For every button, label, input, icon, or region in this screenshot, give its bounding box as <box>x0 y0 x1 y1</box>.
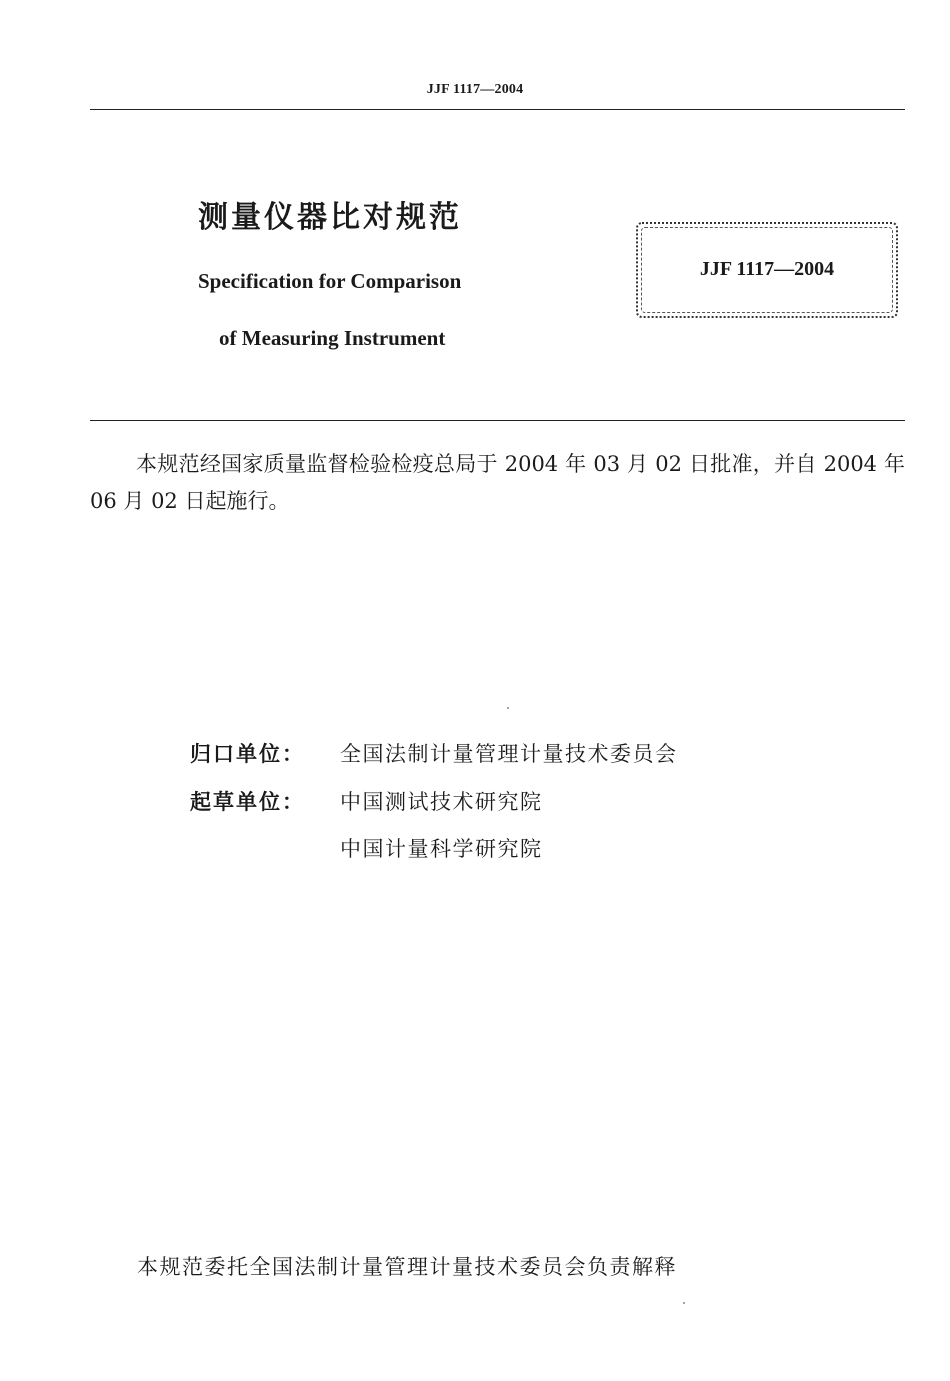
drafting-unit-value-1: 中国测试技术研究院 <box>340 790 543 814</box>
section-rule <box>90 420 905 421</box>
specification-code: JJF 1117—2004 <box>699 258 835 280</box>
specification-code-box <box>636 222 898 318</box>
header-rule <box>90 109 905 110</box>
title-chinese: 测量仪器比对规范 <box>198 200 462 235</box>
approval-statement: 本规范经国家质量监督检验检疫总局于 2004 年 03 月 02 日批准，并自 2004 年 06 月 02 日起施行。 <box>90 452 905 513</box>
responsible-unit-value: 全国法制计量管理计量技术委员会 <box>340 742 678 766</box>
scan-speck <box>683 1302 685 1304</box>
title-english-line-1: Specification for Comparison <box>198 269 462 293</box>
scan-speck <box>507 707 509 709</box>
running-header-code: JJF 1117—2004 <box>426 82 524 97</box>
drafting-unit-value-2: 中国计量科学研究院 <box>340 837 543 861</box>
drafting-unit-label: 起草单位： <box>190 790 305 814</box>
responsible-unit-label: 归口单位： <box>190 742 305 766</box>
title-english-line-2: of Measuring Instrument <box>219 326 446 350</box>
interpretation-note: 本规范委托全国法制计量管理计量技术委员会负责解释 <box>137 1255 677 1279</box>
